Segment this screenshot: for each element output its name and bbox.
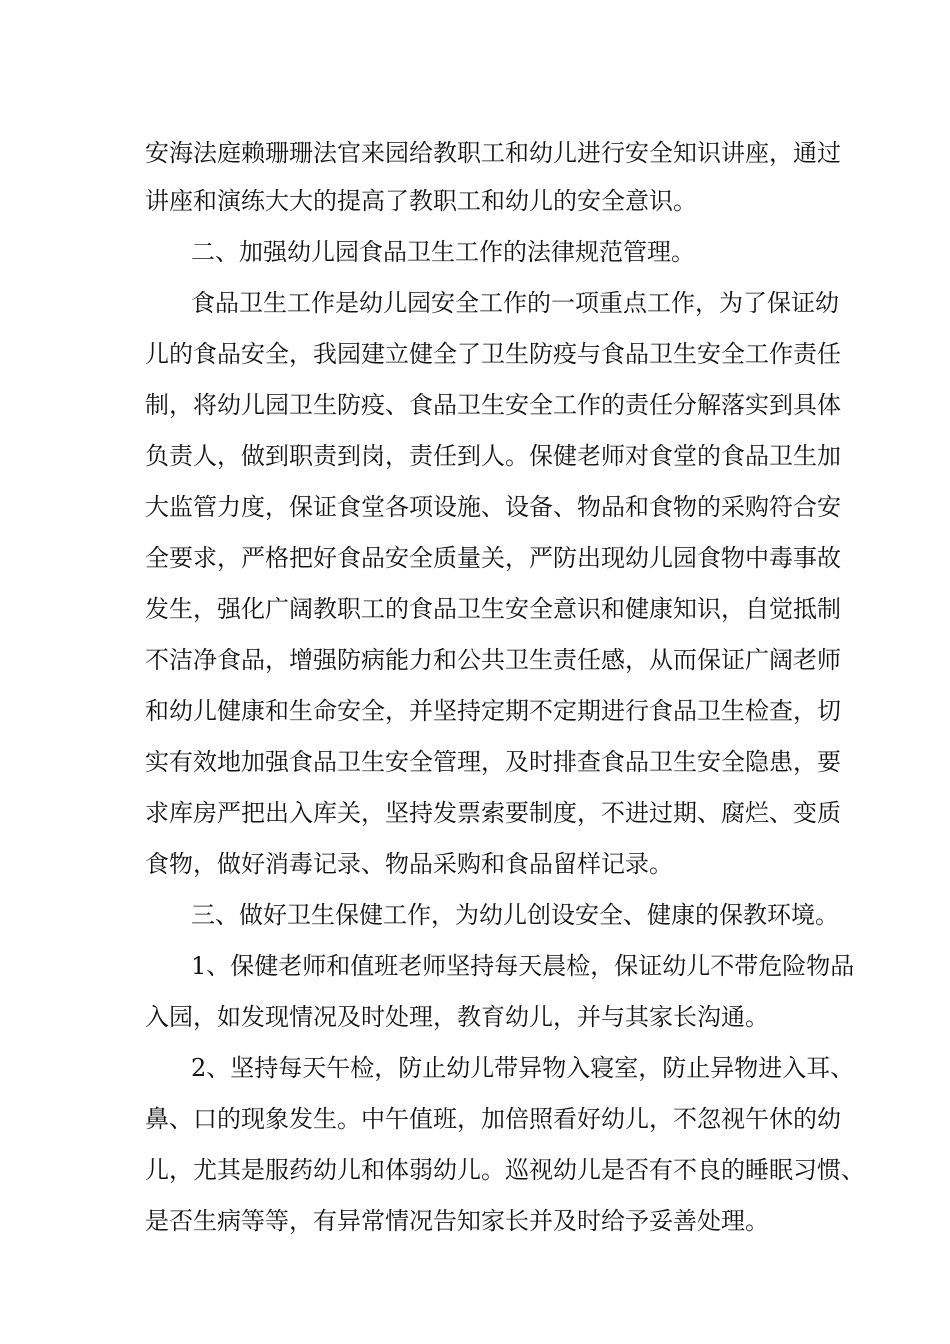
text-line: 鼻、口的现象发生。中午值班，加倍照看好幼儿，不忽视午休的幼 bbox=[145, 1105, 841, 1133]
text-line: 负责人，做到职责到岗，责任到人。保健老师对食堂的食品卫生加 bbox=[145, 442, 841, 470]
text-line: 和幼儿健康和生命安全，并坚持定期不定期进行食品卫生检查，切 bbox=[145, 697, 841, 725]
text-line: 讲座和演练大大的提高了教职工和幼儿的安全意识。 bbox=[145, 187, 697, 215]
section-heading: 二、加强幼儿园食品卫生工作的法律规范管理。 bbox=[191, 238, 695, 266]
text-line: 求库房严把出入库关，坚持发票索要制度，不进过期、腐烂、变质 bbox=[145, 799, 841, 827]
text-line: 2、坚持每天午检，防止幼儿带异物入寝室，防止异物进入耳、 bbox=[191, 1054, 855, 1082]
text-line: 儿的食品安全，我园建立健全了卫生防疫与食品卫生安全工作责任 bbox=[145, 340, 841, 368]
text-line: 儿，尤其是服药幼儿和体弱幼儿。巡视幼儿是否有不良的睡眠习惯、 bbox=[145, 1156, 865, 1184]
text-line: 食物，做好消毒记录、物品采购和食品留样记录。 bbox=[145, 850, 673, 878]
text-line: 大监管力度，保证食堂各项设施、设备、物品和食物的采购符合安 bbox=[145, 493, 841, 521]
section-heading: 三、做好卫生保健工作，为幼儿创设安全、健康的保教环境。 bbox=[191, 901, 839, 929]
text-line: 发生，强化广阔教职工的食品卫生安全意识和健康知识，自觉抵制 bbox=[145, 595, 841, 623]
text-line: 全要求，严格把好食品安全质量关，严防出现幼儿园食物中毒事故 bbox=[145, 544, 841, 572]
text-line: 入园，如发现情况及时处理，教育幼儿，并与其家长沟通。 bbox=[145, 1003, 769, 1031]
text-line: 安海法庭赖珊珊法官来园给教职工和幼儿进行安全知识讲座，通过 bbox=[145, 139, 841, 167]
text-line: 制，将幼儿园卫生防疫、食品卫生安全工作的责任分解落实到具体 bbox=[145, 391, 841, 419]
text-line: 不洁净食品，增强防病能力和公共卫生责任感，从而保证广阔老师 bbox=[145, 646, 841, 674]
text-line: 食品卫生工作是幼儿园安全工作的一项重点工作，为了保证幼 bbox=[191, 289, 839, 317]
text-line: 是否生病等等，有异常情况告知家长并及时给予妥善处理。 bbox=[145, 1207, 769, 1235]
text-line: 实有效地加强食品卫生安全管理，及时排查食品卫生安全隐患，要 bbox=[145, 748, 841, 776]
text-line: 1、保健老师和值班老师坚持每天晨检，保证幼儿不带危险物品 bbox=[191, 952, 855, 980]
